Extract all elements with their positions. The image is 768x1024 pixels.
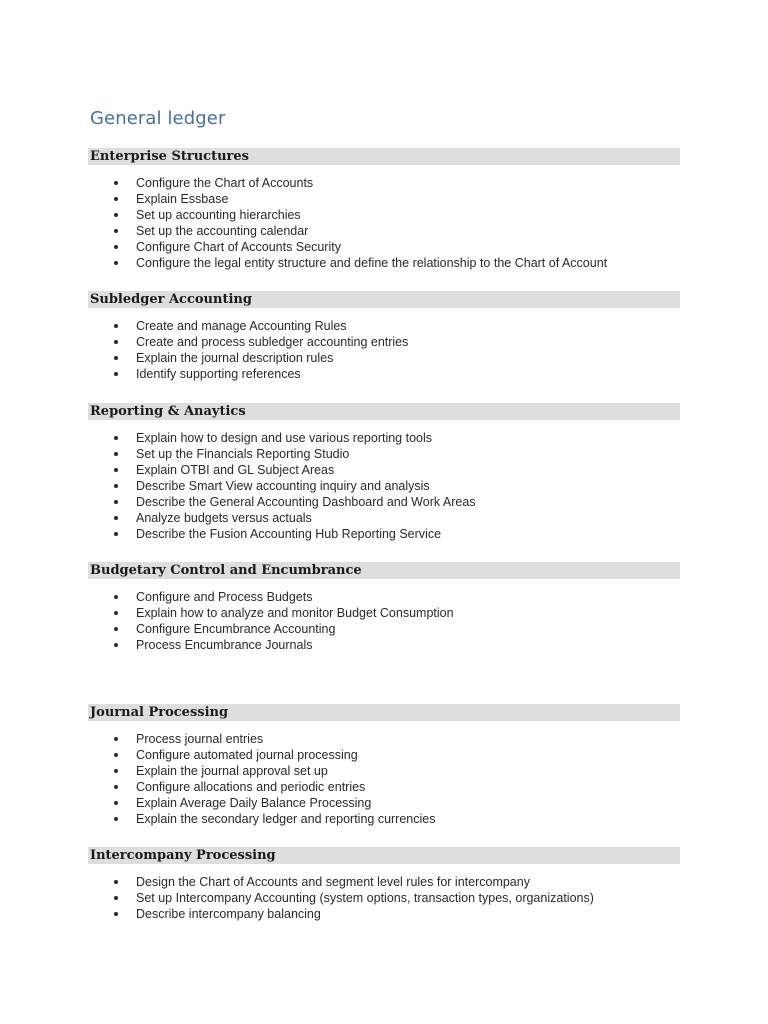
list-item [88,779,680,795]
list-item [88,494,680,510]
bullet-icon [114,785,118,789]
list-item [88,763,680,779]
bullet-icon [114,468,118,472]
section-heading: Enterprise Structures [88,148,680,165]
bullet-icon [114,213,118,217]
bullet-icon [114,595,118,599]
list-item-text: Process Encumbrance Journals [136,638,313,652]
list-item [88,510,680,526]
bullet-list [88,874,680,922]
list-item-text: Explain Average Daily Balance Processing [136,796,372,810]
list-item-text: Create and process subledger accounting entries [136,335,409,349]
bullet-icon [114,372,118,376]
list-item [88,350,680,366]
bullet-icon [114,611,118,615]
bullet-icon [114,737,118,741]
bullet-icon [114,261,118,265]
list-item-text: Set up the accounting calendar [136,224,309,238]
list-item-text: Identify supporting references [136,367,301,381]
bullet-icon [114,245,118,249]
list-item [88,605,680,621]
section-heading: Journal Processing [88,704,680,721]
list-item-text: Set up accounting hierarchies [136,208,301,222]
list-item [88,462,680,478]
list-item [88,890,680,906]
list-item-text: Explain the secondary ledger and reporting currencies [136,812,436,826]
list-item [88,874,680,890]
section-enterprise-structures [88,148,680,271]
list-item [88,334,680,350]
bullet-icon [114,340,118,344]
list-item-text: Configure Encumbrance Accounting [136,622,336,636]
list-item-text: Describe the Fusion Accounting Hub Reporting Service [136,527,442,541]
list-item [88,906,680,922]
list-item [88,223,680,239]
bullet-icon [114,516,118,520]
list-item [88,446,680,462]
list-item [88,621,680,637]
list-item-text: Configure automated journal processing [136,748,358,762]
list-item-text: Configure Chart of Accounts Security [136,240,341,254]
list-item-text: Configure allocations and periodic entries [136,780,366,794]
list-item-text: Describe the General Accounting Dashboard and Work Areas [136,495,476,509]
bullet-icon [114,912,118,916]
bullet-list [88,430,680,542]
bullet-icon [114,769,118,773]
section-journal-processing [88,704,680,827]
bullet-list [88,731,680,827]
list-item [88,526,680,542]
bullet-list [88,589,680,653]
section-intercompany-processing [88,847,680,922]
list-item [88,255,680,271]
list-item-text: Design the Chart of Accounts and segment level rules for intercompany [136,875,530,889]
bullet-icon [114,197,118,201]
list-item-text: Describe intercompany balancing [136,907,321,921]
list-item [88,207,680,223]
list-item-text: Configure and Process Budgets [136,590,313,604]
list-item-text: Set up Intercompany Accounting (system options, transaction types, organizations) [136,891,594,905]
bullet-list [88,318,680,382]
list-item [88,366,680,382]
section-budgetary-control [88,562,680,653]
bullet-icon [114,896,118,900]
list-item-text: Explain how to design and use various reporting tools [136,431,433,445]
section-heading: Budgetary Control and Encumbrance [88,562,680,579]
list-item-text: Set up the Financials Reporting Studio [136,447,350,461]
section-subledger-accounting [88,291,680,382]
bullet-icon [114,356,118,360]
list-item [88,747,680,763]
list-item [88,191,680,207]
bullet-icon [114,229,118,233]
list-item-text: Configure the Chart of Accounts [136,176,314,190]
list-item-text: Process journal entries [136,732,264,746]
bullet-icon [114,753,118,757]
list-item-text: Configure the legal entity structure and define the relationship to the Chart of Account [136,256,608,270]
bullet-icon [114,801,118,805]
bullet-icon [114,880,118,884]
bullet-icon [114,452,118,456]
bullet-icon [114,500,118,504]
list-item [88,811,680,827]
list-item [88,239,680,255]
list-item-text: Explain Essbase [136,192,229,206]
list-item [88,589,680,605]
list-item [88,637,680,653]
list-item [88,478,680,494]
list-item-text: Create and manage Accounting Rules [136,319,347,333]
list-item-text: Explain OTBI and GL Subject Areas [136,463,335,477]
list-item-text: Explain how to analyze and monitor Budget Consumption [136,606,454,620]
bullet-list [88,175,680,271]
page-title: General ledger [90,108,226,129]
list-item [88,175,680,191]
list-item-text: Describe Smart View accounting inquiry and analysis [136,479,430,493]
list-item [88,318,680,334]
list-item [88,731,680,747]
bullet-icon [114,643,118,647]
bullet-icon [114,817,118,821]
section-heading: Subledger Accounting [88,291,680,308]
list-item-text: Explain the journal description rules [136,351,334,365]
bullet-icon [114,324,118,328]
bullet-icon [114,532,118,536]
list-item-text: Analyze budgets versus actuals [136,511,312,525]
bullet-icon [114,627,118,631]
bullet-icon [114,436,118,440]
list-item [88,430,680,446]
bullet-icon [114,484,118,488]
list-item-text: Explain the journal approval set up [136,764,328,778]
section-heading: Intercompany Processing [88,847,680,864]
bullet-icon [114,181,118,185]
section-heading: Reporting & Anaytics [88,403,680,420]
section-reporting-analytics [88,403,680,542]
list-item [88,795,680,811]
